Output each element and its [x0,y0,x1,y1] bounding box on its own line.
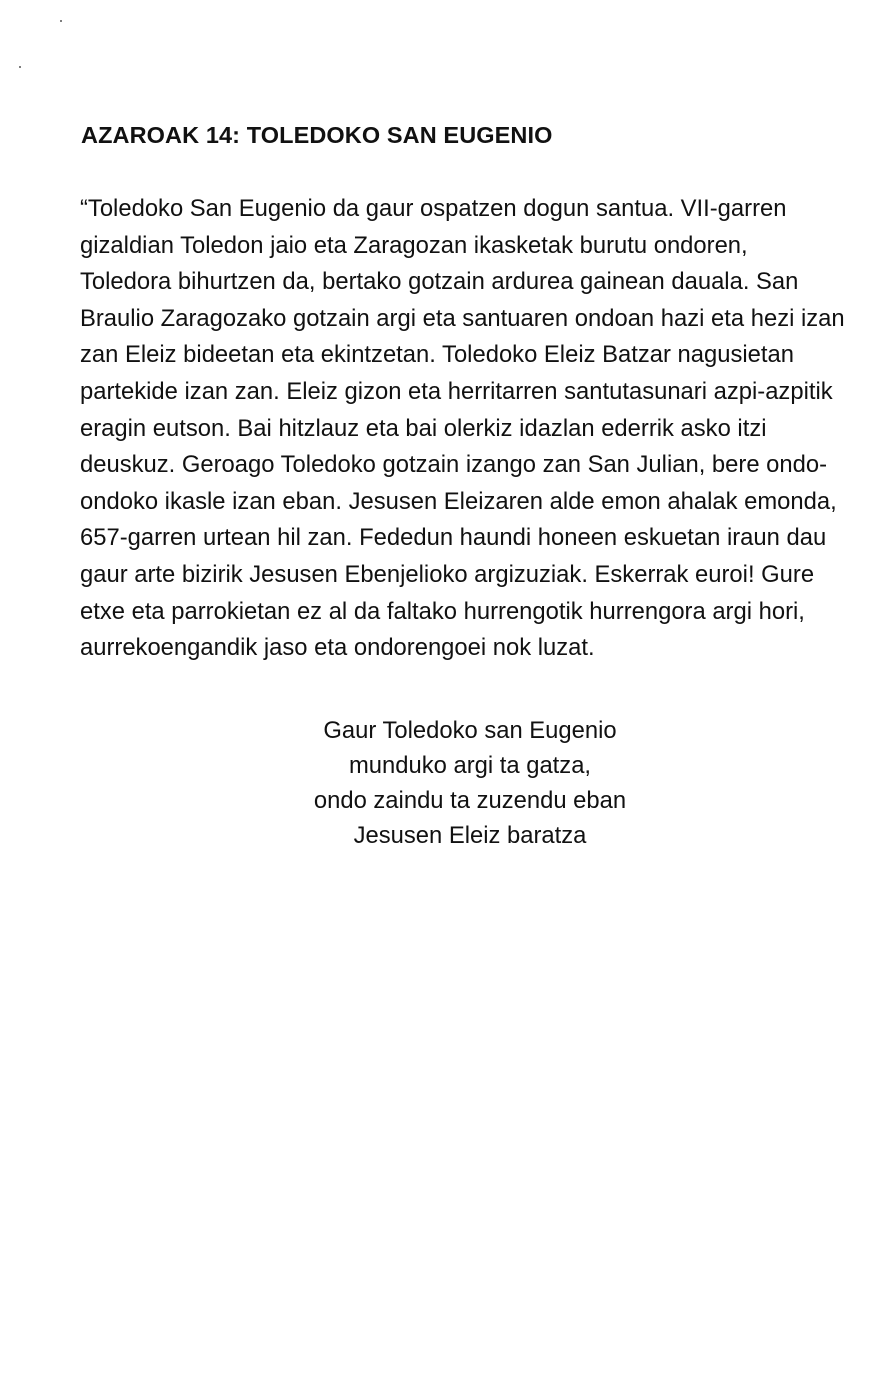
body-line: partekide izan zan. Eleiz gizon eta herritarren santutasunari azpi-azpitik [80,377,833,405]
body-line: eragin eutson. Bai hitzlauz eta bai olerkiz idazlan ederrik asko itzi [80,414,767,442]
body-line: deuskuz. Geroago Toledoko gotzain izango zan San Julian, bere ondo- [80,451,828,479]
body-line: etxe eta parrokietan ez al da faltako hurrengotik hurrengora argi hori, [80,597,805,625]
verse [270,713,670,853]
scan-speck [60,20,62,22]
page-title: AZAROAK 14: TOLEDOKO SAN EUGENIO [81,122,553,148]
body-line: 657-garren urtean hil zan. Fededun haundi honeen eskuetan iraun dau [80,524,827,552]
verse-line: munduko argi ta gatza, [348,752,592,779]
verse-line: Gaur Toledoko san Eugenio [323,717,617,744]
verse-line: Jesusen Eleiz baratza [353,822,587,849]
body-line: Braulio Zaragozako gotzain argi eta santuaren ondoan hazi eta hezi izan [80,304,845,332]
body-line: aurrekoengandik jaso eta ondorengoei nok luzat. [80,634,595,662]
scan-speck [19,66,21,68]
body-line: Toledora bihurtzen da, bertako gotzain ardurea gainean dauala. San [80,268,799,296]
body-line: ondoko ikasle izan eban. Jesusen Eleizaren alde emon ahalak emonda, [80,487,837,515]
body-paragraph [80,191,870,667]
body-line: gizaldian Toledon jaio eta Zaragozan ikasketak burutu ondoren, [80,231,748,259]
verse-line: ondo zaindu ta zuzendu eban [313,787,627,814]
body-line: zan Eleiz bideetan eta ekintzetan. Toledoko Eleiz Batzar nagusietan [80,341,794,369]
body-line: “Toledoko San Eugenio da gaur ospatzen dogun santua. VII-garren [80,195,787,222]
body-line: gaur arte bizirik Jesusen Ebenjelioko argizuziak. Eskerrak euroi! Gure [80,560,815,588]
